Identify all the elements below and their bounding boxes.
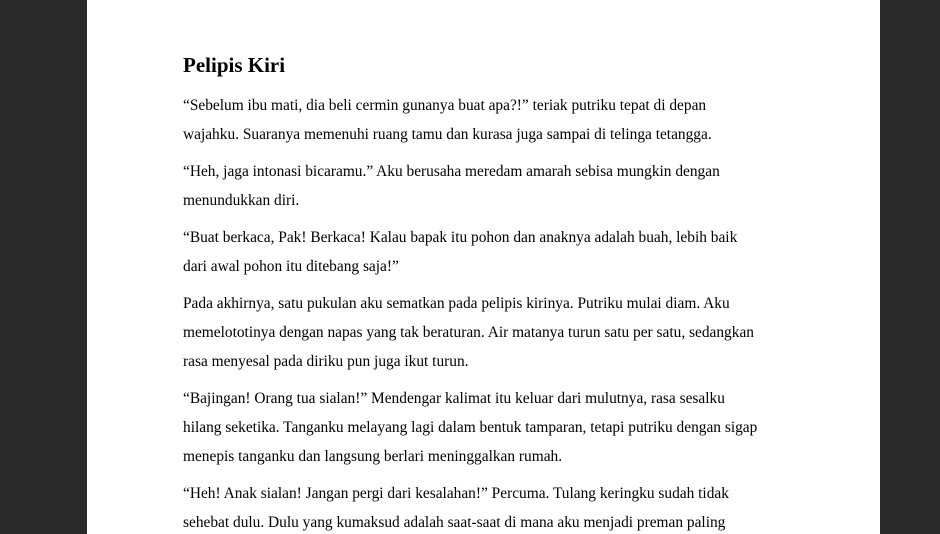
paragraph [183, 157, 793, 215]
paragraph-line: “Bajingan! Orang tua sialan!” Mendengar kalimat itu keluar dari mulutnya, rasa sesalku [183, 390, 725, 407]
paragraph-line: wajahku. Suaranya memenuhi ruang tamu dan kurasa juga sampai di telinga tetangga. [183, 126, 712, 143]
paragraph [183, 91, 793, 149]
paragraph-line: rasa menyesal pada diriku pun juga ikut turun. [183, 353, 469, 370]
page-content [183, 50, 793, 534]
paragraph-line: “Heh! Anak sialan! Jangan pergi dari kesalahan!” Percuma. Tulang keringku sudah tidak [183, 485, 729, 502]
paragraph-line: dari awal pohon itu ditebang saja!” [183, 258, 399, 275]
paragraph-line: memelototinya dengan napas yang tak beraturan. Air matanya turun satu per satu, sedangkan [183, 324, 754, 341]
paragraph-line: menepis tanganku dan langsung berlari meninggalkan rumah. [183, 448, 563, 465]
paragraph [183, 479, 793, 534]
paragraph-line: “Heh, jaga intonasi bicaramu.” Aku berusaha meredam amarah sebisa mungkin dengan [183, 163, 720, 180]
paragraph-line: “Buat berkaca, Pak! Berkaca! Kalau bapak itu pohon dan anaknya adalah buah, lebih baik [183, 229, 738, 246]
paragraph-line: menundukkan diri. [183, 192, 300, 209]
paragraph-line: sehebat dulu. Dulu yang kumaksud adalah saat-saat di mana aku menjadi preman paling [183, 514, 726, 531]
document-title: Pelipis Kiri [183, 53, 286, 77]
paragraph-line: Pada akhirnya, satu pukulan aku sematkan pada pelipis kirinya. Putriku mulai diam. Aku [183, 295, 730, 312]
paragraph [183, 289, 793, 376]
paragraph [183, 223, 793, 281]
paragraph [183, 384, 793, 471]
document-page [87, 0, 880, 534]
paragraph-line: “Sebelum ibu mati, dia beli cermin gunanya buat apa?!” teriak putriku tepat di depan [183, 97, 707, 114]
paragraph-line: hilang seketika. Tanganku melayang lagi dalam bentuk tamparan, tetapi putriku dengan sigap [183, 419, 758, 436]
